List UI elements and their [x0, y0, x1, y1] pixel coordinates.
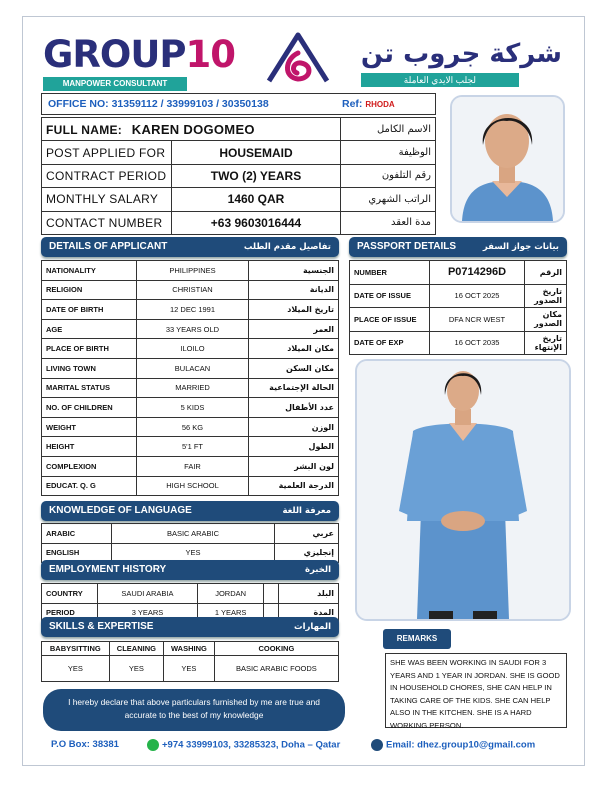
applicant-label-ar: الديانة	[249, 280, 339, 300]
applicant-value: 5'1 FT	[137, 437, 249, 457]
language-label: ENGLISH	[42, 543, 112, 563]
main-row	[42, 118, 436, 141]
footer-pobox: P.O Box: 38381	[51, 739, 119, 750]
arabic-logo	[361, 37, 562, 87]
applicant-label: MARITAL STATUS	[42, 378, 137, 398]
passport-label: NUMBER	[350, 261, 430, 285]
applicant-label-ar: مكان الميلاد	[249, 339, 339, 359]
applicant-value: BULACAN	[137, 358, 249, 378]
passport-label: DATE OF EXP	[350, 331, 430, 355]
main-label-ar: الاسم الكامل	[341, 118, 436, 141]
declaration: I hereby declare that above particulars furnished by me are true and accurate to the best of my knowledge	[43, 689, 345, 731]
passport-value: 16 OCT 2035	[430, 331, 525, 355]
skills-table	[41, 641, 339, 682]
passport-value: P0714296D	[430, 261, 525, 285]
applicant-value: ILOILO	[137, 339, 249, 359]
employment-label: COUNTRY	[42, 584, 98, 604]
employment-title: EMPLOYMENT HISTORY	[49, 564, 167, 575]
remarks-header: REMARKS	[383, 629, 451, 649]
applicant-row	[42, 358, 339, 378]
main-value: HOUSEMAID	[172, 141, 341, 164]
main-label-ar: الوظيفة	[341, 141, 436, 164]
applicant-value: 5 KIDS	[137, 398, 249, 418]
main-label: MONTHLY SALARY	[42, 188, 172, 211]
passport-label: PLACE OF ISSUE	[350, 308, 430, 332]
language-value: BASIC ARABIC	[112, 524, 275, 544]
passport-title-ar: بيانات جواز السفر	[482, 242, 559, 252]
main-label: POST APPLIED FOR	[42, 141, 172, 164]
employment-value-2: 1 YEARS	[197, 603, 263, 623]
applicant-label: AGE	[42, 319, 137, 339]
main-value: +63 9603016444	[172, 211, 341, 234]
skills-header: WASHING	[164, 642, 215, 656]
main-label: CONTACT NUMBER	[42, 211, 172, 234]
ref	[342, 94, 395, 115]
main-row	[42, 164, 436, 187]
applicant-row	[42, 476, 339, 496]
skills-title-ar: المهارات	[294, 622, 331, 632]
section-header-applicant	[41, 237, 339, 257]
employment-value-1: SAUDI ARABIA	[98, 584, 198, 604]
email-icon	[371, 739, 383, 751]
language-title-ar: معرفة اللغة	[282, 506, 331, 516]
passport-row	[350, 331, 567, 355]
main-row	[42, 141, 436, 164]
applicant-value: FAIR	[137, 456, 249, 476]
office-label: OFFICE NO: 31359112 / 33999103 / 30350138	[48, 98, 269, 110]
applicant-row	[42, 456, 339, 476]
brand-emblem-icon	[263, 29, 333, 92]
applicant-label-ar: الوزن	[249, 417, 339, 437]
language-label-ar: عربي	[275, 524, 339, 544]
applicant-value: PHILIPPINES	[137, 261, 249, 281]
applicant-label-ar: عدد الأطفال	[249, 398, 339, 418]
office-numbers	[41, 93, 436, 115]
language-title: KNOWLEDGE OF LANGUAGE	[49, 505, 192, 516]
applicant-title: DETAILS OF APPLICANT	[49, 241, 168, 252]
applicant-label-ar: تاريخ الميلاد	[249, 300, 339, 320]
ref-value: RHODA	[365, 100, 395, 109]
applicant-value: 56 KG	[137, 417, 249, 437]
passport-label-ar: تاريخ الإنتهاء	[525, 331, 567, 355]
language-label: ARABIC	[42, 524, 112, 544]
applicant-label: COMPLEXION	[42, 456, 137, 476]
full-name-label: FULL NAME:	[46, 122, 123, 137]
main-label-ar: الراتب الشهري	[341, 188, 436, 211]
main-label-ar: رقم التلفون	[341, 164, 436, 187]
applicant-row	[42, 300, 339, 320]
applicant-row	[42, 261, 339, 281]
applicant-value: MARRIED	[137, 378, 249, 398]
applicant-photo-portrait	[450, 95, 565, 223]
passport-label-ar: مكان الصدور	[525, 308, 567, 332]
footer-phone-text: +974 33999103, 33285323, Doha – Qatar	[162, 739, 341, 751]
applicant-label-ar: الدرجة العلمية	[249, 476, 339, 496]
applicant-label-ar: مكان السكن	[249, 358, 339, 378]
employment-value-2: JORDAN	[197, 584, 263, 604]
section-header-employment	[41, 560, 339, 580]
main-row	[42, 188, 436, 211]
applicant-row	[42, 339, 339, 359]
applicant-label-ar: الحالة الإجتماعية	[249, 378, 339, 398]
applicant-row	[42, 280, 339, 300]
applicant-value: HIGH SCHOOL	[137, 476, 249, 496]
employment-title-ar: الخبرة	[304, 565, 331, 575]
employment-value-3	[264, 584, 279, 604]
applicant-label-ar: الطول	[249, 437, 339, 457]
ref-label: Ref:	[342, 98, 363, 110]
logo-tag: MANPOWER CONSULTANT	[43, 77, 187, 91]
passport-value: 16 OCT 2025	[430, 284, 525, 308]
passport-row	[350, 308, 567, 332]
applicant-label: RELIGION	[42, 280, 137, 300]
remarks-text: SHE WAS BEEN WORKING IN SAUDI FOR 3 YEARS AND 1 YEAR IN JORDAN. SHE IS GOOD IN HOUSEHOLD CHORES, SHE CAN HELP IN TAKING CARE OF THE KIDS. SHE CAN HELP ALSO IN THE KITCHEN. SHE IS A HARD WORKING PERSON.	[385, 653, 567, 728]
applicant-label: PLACE OF BIRTH	[42, 339, 137, 359]
applicant-label: NATIONALITY	[42, 261, 137, 281]
passport-label-ar: الرقم	[525, 261, 567, 285]
skills-value: YES	[42, 656, 110, 682]
footer-email	[371, 739, 535, 751]
section-header-skills	[41, 617, 339, 637]
applicant-label: WEIGHT	[42, 417, 137, 437]
main-value: TWO (2) YEARS	[172, 164, 341, 187]
main-info-table	[41, 117, 436, 235]
employment-label-ar: البلد	[279, 584, 339, 604]
applicant-row	[42, 437, 339, 457]
logo-arabic: شركة جروب تن	[360, 39, 562, 69]
applicant-row	[42, 417, 339, 437]
applicant-row	[42, 319, 339, 339]
main-row	[42, 211, 436, 234]
employment-value-1: 3 YEARS	[98, 603, 198, 623]
language-label-ar: إنجليزي	[275, 543, 339, 563]
applicant-value: 12 DEC 1991	[137, 300, 249, 320]
logo-main: GROUP	[43, 33, 186, 76]
applicant-value: 33 YEARS OLD	[137, 319, 249, 339]
skills-header: COOKING	[214, 642, 338, 656]
applicant-label-ar: الجنسية	[249, 261, 339, 281]
skills-title: SKILLS & EXPERTISE	[49, 621, 154, 632]
passport-value: DFA NCR WEST	[430, 308, 525, 332]
applicant-row	[42, 398, 339, 418]
passport-row	[350, 284, 567, 308]
employment-label-ar: المدة	[279, 603, 339, 623]
passport-row	[350, 261, 567, 285]
language-table	[41, 523, 339, 563]
passport-label: DATE OF ISSUE	[350, 284, 430, 308]
applicant-label: LIVING TOWN	[42, 358, 137, 378]
footer-email-text: Email: dhez.group10@gmail.com	[386, 739, 536, 751]
footer-phone	[147, 739, 340, 751]
passport-label-ar: تاريخ الصدور	[525, 284, 567, 308]
skills-header: CLEANING	[109, 642, 163, 656]
applicant-label: DATE OF BIRTH	[42, 300, 137, 320]
applicant-label-ar: لون البشر	[249, 456, 339, 476]
whatsapp-icon	[147, 739, 159, 751]
skills-value: BASIC ARABIC FOODS	[214, 656, 338, 682]
skills-header: BABYSITTING	[42, 642, 110, 656]
applicant-row	[42, 378, 339, 398]
skills-value: YES	[164, 656, 215, 682]
employment-row	[42, 584, 339, 604]
section-header-passport	[349, 237, 567, 257]
language-row	[42, 524, 339, 544]
logo-arabic-tag: لجلب الايدي العاملة	[361, 73, 519, 87]
full-name-cell	[42, 118, 341, 141]
main-label-ar: مدة العقد	[341, 211, 436, 234]
skills-value: YES	[109, 656, 163, 682]
employment-label: PERIOD	[42, 603, 98, 623]
logo-num: 10	[185, 33, 235, 76]
passport-title: PASSPORT DETAILS	[357, 241, 457, 252]
main-label: CONTRACT PERIOD	[42, 164, 172, 187]
applicant-table	[41, 260, 339, 496]
applicant-label-ar: العمر	[249, 319, 339, 339]
applicant-value: CHRISTIAN	[137, 280, 249, 300]
document-page	[22, 16, 585, 766]
main-value: 1460 QAR	[172, 188, 341, 211]
language-value: YES	[112, 543, 275, 563]
full-name-value: KAREN DOGOMEO	[131, 121, 255, 137]
applicant-label: HEIGHT	[42, 437, 137, 457]
applicant-photo-full	[355, 359, 571, 621]
applicant-title-ar: تفاصيل مقدم الطلب	[243, 242, 331, 252]
group10-logo	[43, 35, 235, 91]
applicant-label: NO. OF CHILDREN	[42, 398, 137, 418]
applicant-label: EDUCAT. Q. G	[42, 476, 137, 496]
section-header-language	[41, 501, 339, 521]
passport-table	[349, 260, 567, 355]
